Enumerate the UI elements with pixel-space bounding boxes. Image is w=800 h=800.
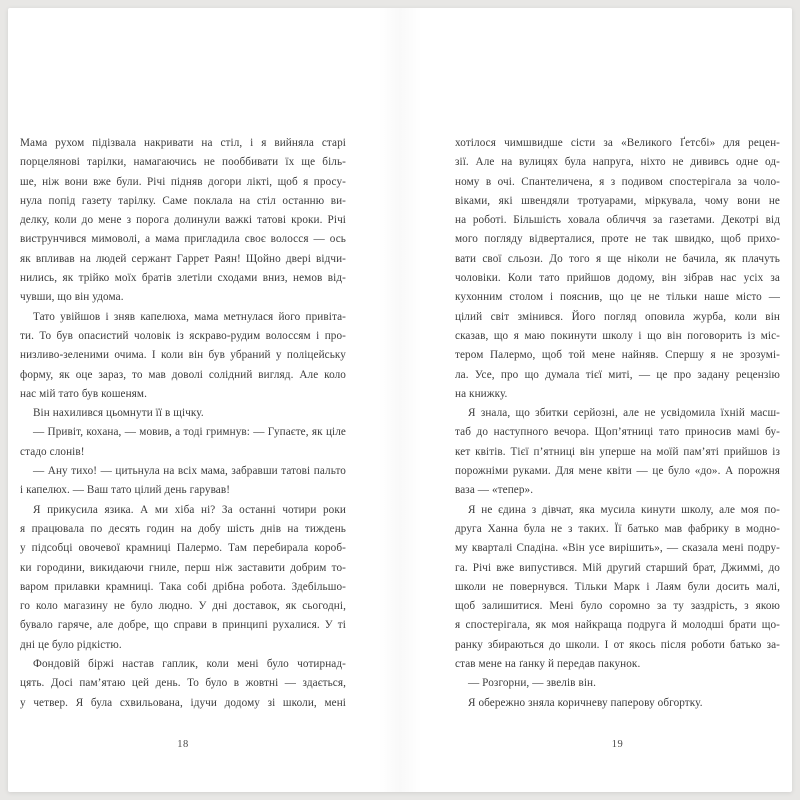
text-line: цять. Досі пам’ятаю цей день. То було в жовтні — здається,: [20, 677, 346, 690]
book-spread: [8, 8, 792, 792]
text-line: щоб залишитися. Мені було соромно за ту заздрість, з якою: [455, 600, 780, 613]
text-line: га. Річі вже випустився. Мій другий старший брат, Джиммі, до: [455, 561, 780, 574]
text-line: ше, ніж вони вже були. Річі підняв догори лікті, щоб я просу-: [20, 175, 346, 188]
text-line: ла. Усе, про що думала тієї миті, — це про задану рецензію: [455, 368, 780, 381]
text-line: мого погляду відверталися, проте не так швидко, щоб прихо-: [455, 233, 780, 246]
text-line: ваза — «тепер».: [455, 484, 534, 497]
text-line: делку, коли до мене з порога долинули важкі татові кроки. Річі: [20, 214, 346, 227]
book-page-left: [8, 8, 400, 792]
text-line: я спостерігала, як моя найкраща подруга й молодші брати що-: [455, 619, 780, 632]
text-line: як впливав на людей сержант Гаррет Раян! Щойно двері відчи-: [20, 252, 346, 265]
text-line: вати свої сльози. До того я ще ніколи не бачила, як плачуть: [455, 252, 780, 265]
page-text-left: [20, 134, 346, 713]
page-number-right: 19: [611, 739, 624, 750]
text-line: ки городини, викидаючи гниле, перш ніж заставити добрим то-: [20, 561, 346, 574]
text-line: цілий світ змінився. Його погляд оповила журба, коли він: [455, 310, 780, 323]
text-line: школи не повернувся. Тільки Марк і Лаям були досить малі,: [455, 580, 780, 593]
text-line: варом прилавки крамниці. Така собі дрібна робота. Здебільшо-: [20, 580, 346, 593]
text-line: му кварталі Спадіна. «Він усе вирішить», — сказала мені подру-: [455, 542, 780, 555]
text-line: — Розгорни, — звелів він.: [468, 677, 597, 690]
text-line: на книжку.: [455, 387, 508, 400]
text-line: Тато увійшов і зняв капелюха, мама метнулася його привіта-: [33, 310, 346, 323]
text-line: на роботі. Більшість ховала обличчя за газетами. Декотрі від: [455, 214, 780, 227]
text-line: зії. Але на вулицях була напруга, ніхто не дививсь одне од-: [455, 156, 780, 169]
text-line: порцелянові тарілки, намагаючись не пооббивати їх ще біль-: [20, 156, 346, 169]
text-line: віками, які швендяли тротуарами, міркувала, чому вони не: [455, 194, 780, 207]
text-line: і капелюх. — Ваш тато цілий день гарував!: [20, 484, 231, 497]
text-line: нула попід газету тарілку. Саме поклала на стіл останню ви-: [20, 194, 346, 207]
text-line: ному в очі. Спантеличена, я з подивом спостерігала за чоло-: [455, 175, 780, 188]
text-line: Фондовій біржі настав гаплик, коли мені було чотирнад-: [33, 658, 346, 671]
text-line: кухонним столом і пояснив, що це не тільки наше місто —: [455, 291, 780, 304]
text-line: — Привіт, кохана, — мовив, а тоді гримнув: — Гупаєте, як ціле: [33, 426, 346, 439]
text-line: ти. То був опасистий чоловік із яскраво-рудим волоссям і про-: [20, 329, 346, 342]
text-line: чувши, що він удома.: [20, 291, 124, 304]
text-line: Він нахилився цьомнути її в щічку.: [33, 407, 204, 420]
text-line: нас мій тато був кошеням.: [20, 387, 148, 400]
book-page-right: [400, 8, 792, 792]
text-line: — Ану тихо! — цитьнула на всіх мама, забравши татові пальто: [33, 465, 346, 478]
text-line: стадо слонів!: [20, 445, 85, 458]
text-line: форму, як оце зараз, то мав доволі солідний вигляд. Але коло: [20, 368, 346, 381]
text-line: хотілося чимшвидше сісти за «Великого Ґетсбі» для рецен-: [455, 137, 780, 149]
text-line: Я не єдина з дівчат, яка мусила кинути школу, але моя по-: [468, 503, 780, 516]
text-line: нились, як трійко моїх братів злетіли сходами вниз, немов від-: [20, 272, 346, 285]
text-line: Мама рухом підізвала накривати на стіл, і я вийняла старі: [20, 137, 346, 149]
text-line: виструнчився мимоволі, а мама пригладила своє волосся — ось: [20, 233, 346, 246]
text-line: кет квітів. Тієї п’ятниці він уперше на моїй пам’яті прийшов із: [455, 445, 780, 458]
text-line: дні це було рідкістю.: [20, 638, 122, 651]
text-line: у четвер. Я була схвильована, ідучи додому зі школи, мені: [20, 696, 346, 709]
text-line: я працювала по десять годин на добу шість днів на тиждень: [20, 522, 346, 535]
page-number-left: 18: [177, 739, 189, 750]
text-line: друга Ханна була не з таких. Її батько мав фабрику в модно-: [455, 522, 780, 535]
text-line: го коло магазину не було людно. У дні доставок, як сьогодні,: [20, 600, 346, 613]
text-line: Я обережно зняла коричневу паперову обгортку.: [468, 696, 703, 709]
text-line: Я прикусила язика. А ми хіба ні? За останні чотири роки: [33, 503, 346, 516]
page-text-right: [455, 134, 780, 713]
text-line: порожніми руками. Для мене квіти — це було «до». А порожня: [455, 465, 780, 478]
text-line: бувало гаряче, але добре, що справи в принципі рухалися. У ті: [20, 619, 346, 632]
text-line: у підсобці овочевої крамниці Палермо. Там перебирала короб-: [20, 542, 346, 555]
text-line: Я знала, що збитки серйозні, але не усвідомила їхній масш-: [468, 407, 780, 420]
text-line: сказав, що я маю покинути школу і що він поговорить із міс-: [455, 329, 780, 342]
text-line: став мене на ґанку й передав пакунок.: [455, 658, 641, 671]
text-line: чоловіки. Коли тато прийшов додому, він зібрав нас усіх за: [455, 272, 780, 285]
text-line: ранку збираються до школи. І от якось після роботи батько за-: [455, 638, 780, 651]
text-line: таб до наступного вечора. Щоп’ятниці тато приносив мамі бу-: [455, 426, 780, 439]
text-line: низливо-зеленими очима. І коли він був убраний у поліцейську: [20, 349, 346, 362]
text-line: тером Палермо, щоб той мене найняв. Спершу я не зрозумі-: [455, 349, 780, 362]
